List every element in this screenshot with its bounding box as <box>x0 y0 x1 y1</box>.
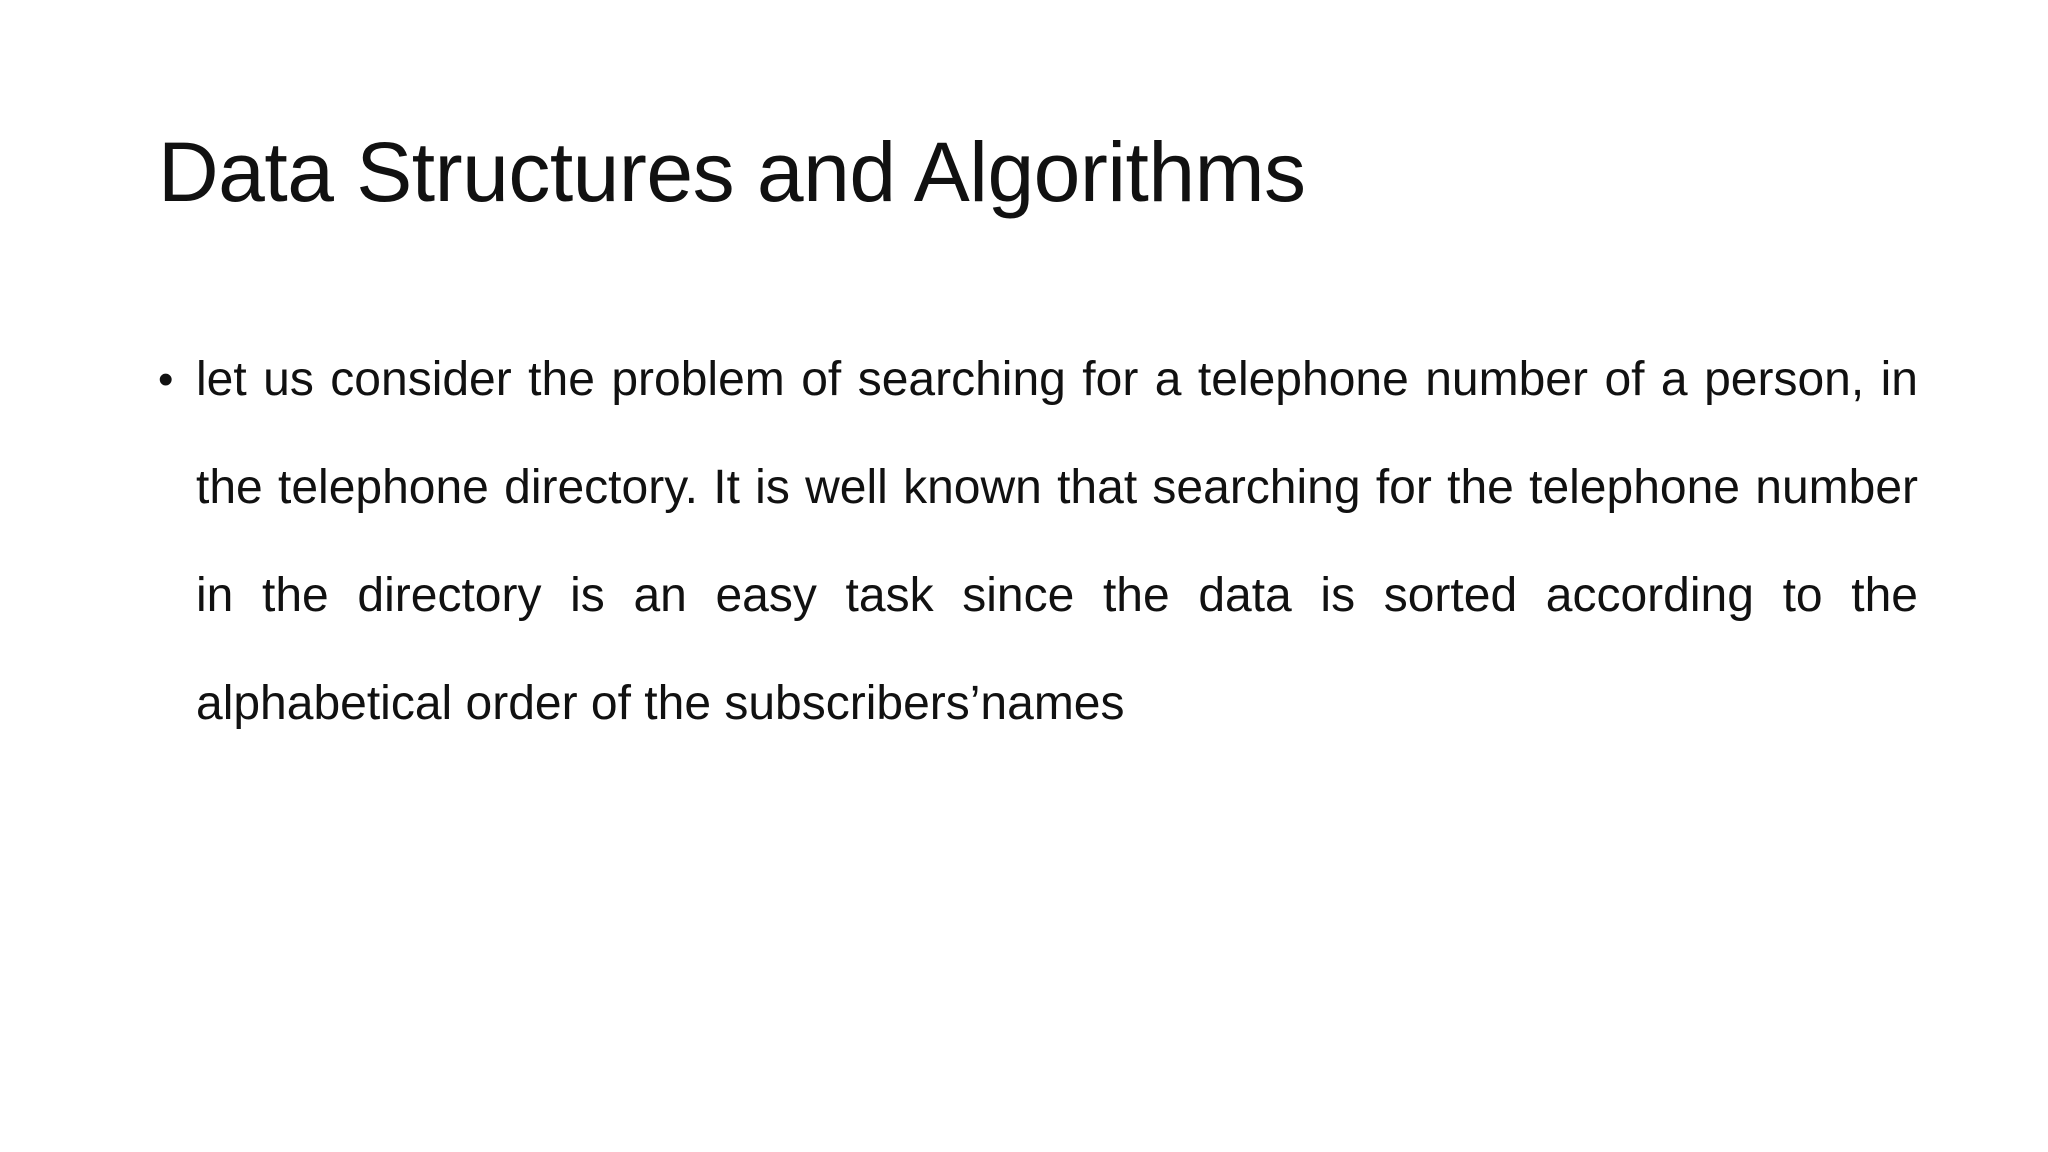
bullet-marker: • <box>158 355 174 404</box>
slide-body <box>158 326 1918 758</box>
bullet-text: let us consider the problem of searching for a telephone number of a person, in the telephone directory. It is well known that searching for the telephone number in the directory is an easy task since the data is sorted according to the alphabetical order of the subscribers’names <box>196 353 1918 730</box>
slide-title: Data Structures and Algorithms <box>158 125 1306 219</box>
bullet-item <box>158 326 1918 758</box>
